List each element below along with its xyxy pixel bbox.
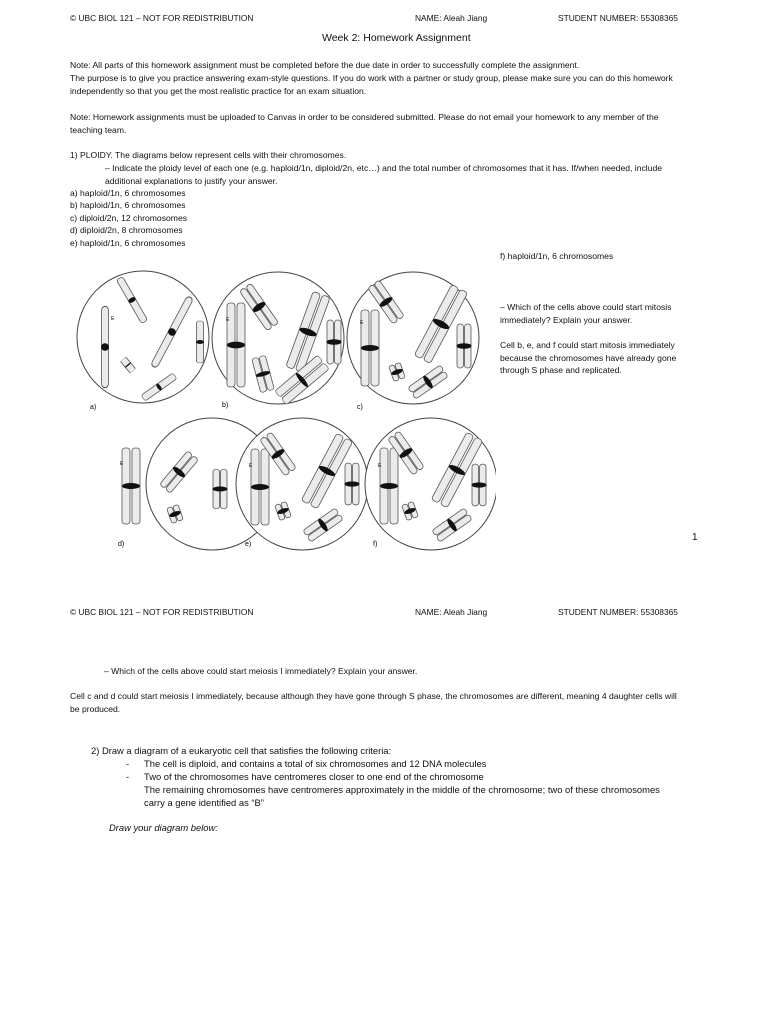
- question-1-instruction: – Indicate the ploidy level of each one (e.g. haploid/1n, diploid/2n, etc…) and the total number of chromosomes that it has. If/when needed, include: [105, 163, 663, 173]
- note-line: teaching team.: [70, 125, 127, 135]
- mitosis-answer: through S phase and replicated.: [500, 365, 622, 375]
- answer-c: c) diploid/2n, 12 chromosomes: [70, 213, 188, 223]
- gene-label: E: [249, 463, 253, 469]
- answer-d: d) diploid/2n, 8 chromosomes: [70, 225, 183, 235]
- gene-label: E: [360, 320, 364, 326]
- note-line: The purpose is to give you practice answering exam-style questions. If you do work with a partner or study group, please make sure you can do this homework: [70, 73, 673, 83]
- answer-a: a) haploid/1n, 6 chromosomes: [70, 188, 186, 198]
- gene-label: E: [120, 461, 124, 467]
- draw-prompt: Draw your diagram below:: [109, 822, 218, 833]
- question-1-instruction: additional explanations to justify your answer.: [105, 176, 278, 186]
- chromosome-cells-figure: [64, 262, 496, 552]
- cell-f: [365, 418, 496, 550]
- gene-label: E: [111, 316, 115, 322]
- mitosis-answer: because the chromosomes have already gone: [500, 353, 677, 363]
- student-name: NAME: Aleah Jiang: [415, 607, 488, 617]
- cell-label-d: d): [118, 541, 125, 548]
- drawing-area[interactable]: [70, 845, 700, 1015]
- answer-b: b) haploid/1n, 6 chromosomes: [70, 200, 186, 210]
- gene-label: E: [226, 317, 230, 323]
- cell-b: [212, 272, 344, 405]
- cell-e: [236, 418, 368, 550]
- student-number: STUDENT NUMBER: 55308365: [558, 13, 678, 23]
- question-2-criterion: The cell is diploid, and contains a total of six chromosomes and 12 DNA molecules: [144, 758, 487, 769]
- cell-label-e: e): [245, 541, 252, 548]
- page-title: Week 2: Homework Assignment: [322, 32, 471, 44]
- meiosis-answer: Cell c and d could start meiosis I immediately, because although they have gone through S phase, the chromosomes are different, meaning 4 daughter cells will: [70, 691, 677, 701]
- student-number: STUDENT NUMBER: 55308365: [558, 607, 678, 617]
- bullet-dash: -: [126, 758, 130, 769]
- bullet-dash: -: [126, 771, 130, 782]
- note-line: independently so that you get the most realistic practice for an exam situation.: [70, 86, 367, 96]
- cell-label-f: f): [373, 541, 378, 548]
- question-2-criterion: The remaining chromosomes have centromeres approximately in the middle of the chromosome; two of these chromosomes: [144, 784, 660, 795]
- answer-f: f) haploid/1n, 6 chromosomes: [500, 251, 614, 261]
- cell-label-b: b): [222, 402, 229, 409]
- question-2-criterion: carry a gene identified as “B”: [144, 797, 264, 808]
- question-2-heading: 2) Draw a diagram of a eukaryotic cell that satisfies the following criteria:: [91, 745, 392, 756]
- mitosis-answer: Cell b, e, and f could start mitosis immediately: [500, 340, 675, 350]
- mitosis-question: – Which of the cells above could start mitosis: [500, 302, 672, 312]
- cell-label-c: c): [357, 404, 363, 411]
- meiosis-answer: be produced.: [70, 704, 121, 714]
- cell-label-a: a): [90, 404, 97, 411]
- copyright-notice: © UBC BIOL 121 – NOT FOR REDISTRIBUTION: [70, 13, 254, 23]
- page-number: 1: [692, 532, 698, 543]
- copyright-notice: © UBC BIOL 121 – NOT FOR REDISTRIBUTION: [70, 607, 254, 617]
- meiosis-question: – Which of the cells above could start meiosis I immediately? Explain your answer.: [104, 666, 418, 676]
- note-line: Note: All parts of this homework assignment must be completed before the due date in order to successfully complete the assignment.: [70, 60, 580, 70]
- student-name: NAME: Aleah Jiang: [415, 13, 488, 23]
- gene-label: E: [378, 463, 382, 469]
- note-line: Note: Homework assignments must be uploaded to Canvas in order to be considered submitted. Please do not email your homework to any member of the: [70, 112, 659, 122]
- mitosis-question: immediately? Explain your answer.: [500, 315, 633, 325]
- cell-a: [77, 271, 209, 403]
- cell-c: [347, 272, 479, 404]
- question-1-heading: 1) PLOIDY. The diagrams below represent cells with their chromosomes.: [70, 150, 347, 160]
- answer-e: e) haploid/1n, 6 chromosomes: [70, 238, 186, 248]
- question-2-criterion: Two of the chromosomes have centromeres closer to one end of the chromosome: [144, 771, 484, 782]
